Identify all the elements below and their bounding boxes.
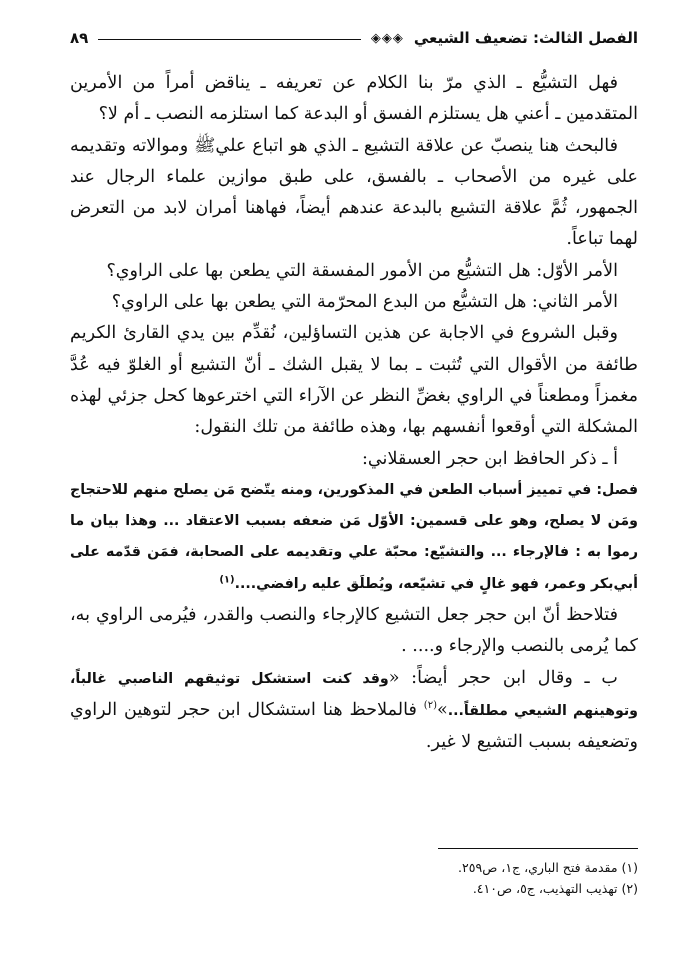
paragraph-8 <box>70 663 638 759</box>
page-body <box>70 68 638 759</box>
paragraph-8-lead: ب ـ وقال ابن حجر أيضاً: « <box>388 667 618 688</box>
quotation-block <box>70 475 638 600</box>
footnote-rule <box>438 848 638 849</box>
paragraph-1: فهل التشيُّع ـ الذي مرّ بنا الكلام عن تعريفه ـ يناقض أمراً من الأمرين المتقدمين ـ أعني هل يستلزم الفسق أو البدعة كما استلزمه النصب ـ أم لا؟ <box>70 73 638 125</box>
page-number: ٨٩ <box>70 29 89 47</box>
paragraph-5: وقبل الشروع في الاجابة عن هذين التساؤلين، نُقدِّم بين يدي القارئ الكريم طائفة من الأقوال التي تُثبت ـ بما لا يقبل الشك ـ أنّ التشيع أو الغلوّ فيه عُدَّ مغمزاً ومطعناً في الراوي بغضِّ النظر عن الآراء التي اخترعوها كحل جزئي لهذه المشكلة التي أوقعوا أنفسهم بها، وهذه طائفة من تلك النقول: <box>70 323 638 438</box>
footnotes <box>70 848 638 899</box>
footnote-reference-2: (٢) <box>423 700 437 712</box>
chapter-title: الفصل الثالث: تضعيف الشيعي <box>413 29 638 47</box>
paragraph-8-close: » <box>436 699 448 720</box>
paragraph-3: الأمر الأوّل: هل التشيُّع من الأمور المفسقة التي يطعن بها على الراوي؟ <box>106 260 618 281</box>
paragraph-8-tail: فالملاحظ هنا استشكال ابن حجر لتوهين الراوي وتضعيفه بسبب التشيع لا غير. <box>70 699 638 753</box>
footnote-2: (٢) تهذيب التهذيب، ج٥، ص٤١٠. <box>472 881 638 896</box>
paragraph-6: أ ـ ذكر الحافظ ابن حجر العسقلاني: <box>361 448 618 469</box>
paragraph-2: فالبحث هنا ينصبّ عن علاقة التشيع ـ الذي هو اتباع عليﷺ وموالاته وتقديمه على غيره من الأصحاب ـ بالفسق، على طبق موازين علماء الرجال عند الجمهور، ثُمَّ علاقة التشيع بالبدعة عندهم أيضاً، فهاهنا أمران لابد من التعرض لهما تباعاً. <box>70 135 638 250</box>
paragraph-7: فتلاحظ أنّ ابن حجر جعل التشيع كالإرجاء والنصب والقدر، فيُرمى الراوي به، كما يُرمى بالنصب والإرجاء و.... . <box>70 605 638 657</box>
quotation-text: فصل: في تمييز أسباب الطعن في المذكورين، ومنه يتّضح مَن يصلح منهم للاحتجاج ومَن لا يصلح، وهو على قسمين: الأوّل مَن ضعفه بسبب الاعتقاد ... وهذا بيان ما رموا به : فالإرجاء ... والتشيّع: محبّة علي وتقديمه على الصحابة، فمَن قدّمه على أبي‌بكر وعمر، فهو غالٍ في تشيّعه، ويُطلَق عليه رافضي.... <box>70 481 638 592</box>
diamond-ornament-icon: ◈◈◈ <box>370 30 404 46</box>
header-rule <box>98 39 361 40</box>
paragraph-8-quotation: وقد كنت استشكل توثيقهم الناصبي غالباً، وتوهينهم الشيعي مطلقاً... <box>70 670 638 719</box>
footnote-reference-1: (١) <box>219 574 235 586</box>
footnote-1: (١) مقدمة فتح الباري، ج١، ص٢٥٩. <box>458 860 638 875</box>
paragraph-4: الأمر الثاني: هل التشيُّع من البدع المحرّمة التي يطعن بها على الراوي؟ <box>111 292 618 313</box>
running-header <box>70 26 638 50</box>
